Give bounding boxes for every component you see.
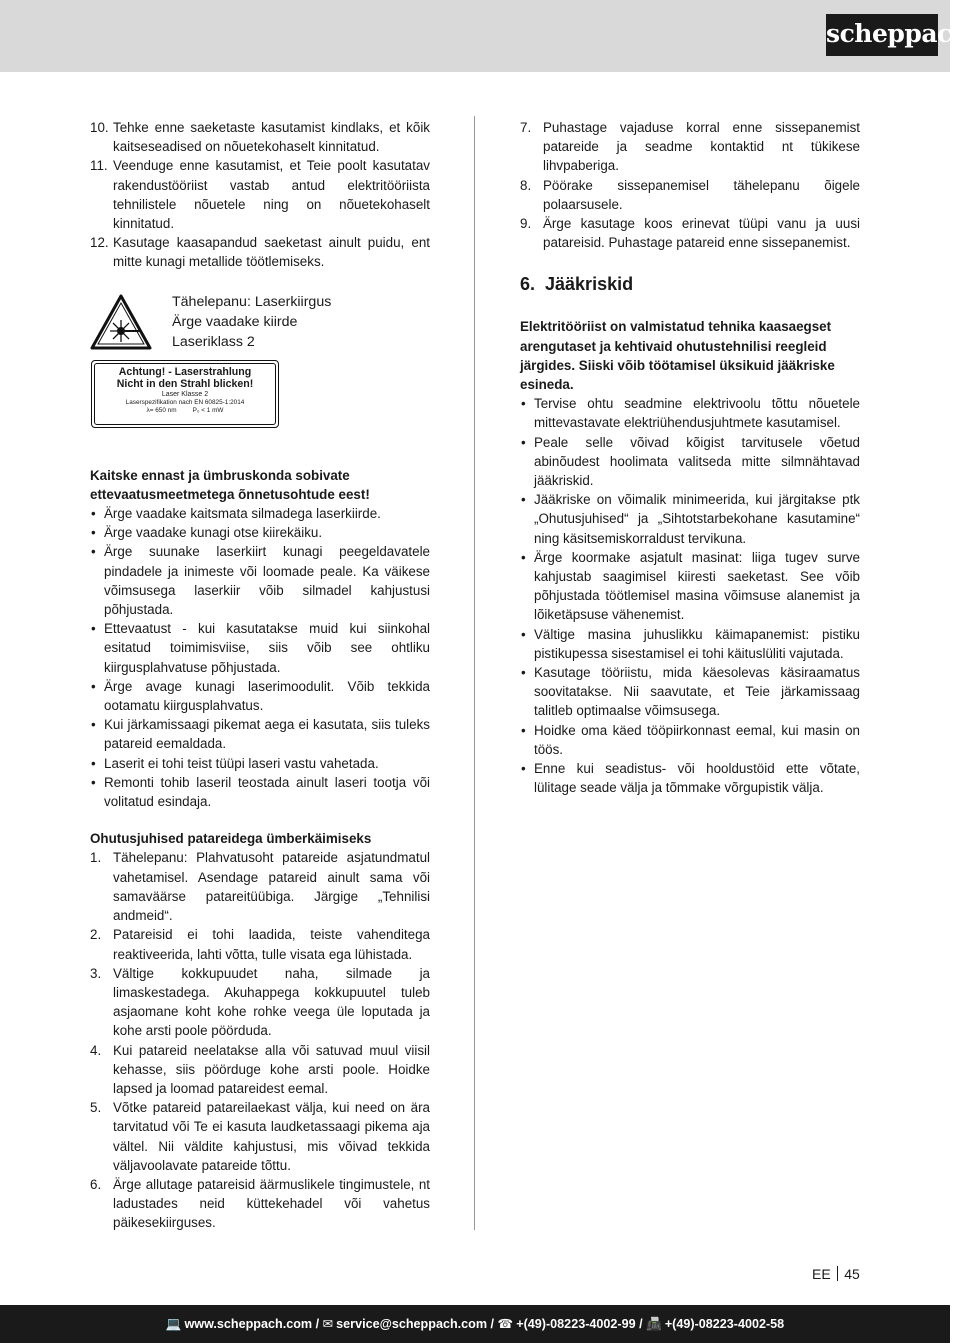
item-text: Võtke patareid patareilaekast välja, kui need on ära tarvitatud või Te ei kasuta laudketassaagi pikema aja vältel. Nii väldite kahjustusi, mis võivad tekkida väljavoolavate patareide tõttu. xyxy=(113,1100,430,1173)
numbered-list-top-left xyxy=(90,118,430,272)
bullet-item: • Peale selle võivad kõigist tarvitusele võetud abinõudest hoolimata valitseda mitte silmnähtavad jääkriskid. xyxy=(520,433,860,491)
list-item xyxy=(90,1098,430,1175)
right-column xyxy=(520,118,860,798)
label-wavelength: λ= 650 nm xyxy=(146,406,177,414)
label-line xyxy=(95,407,275,415)
page-footer xyxy=(0,1305,950,1343)
item-number: 4. xyxy=(90,1042,102,1058)
label-line: Achtung! - Laserstrahlung xyxy=(118,365,252,378)
footer-email: service@scheppach.com xyxy=(336,1317,488,1331)
item-number: 1. xyxy=(90,850,102,866)
page-lang: EE xyxy=(812,1266,831,1282)
item-text: Kui patareid neelatakse alla või satuvad muul viisil kehasse, siis pöörduge kohe arsti poole. Hoidke lapsed ja loomad patareidest eemal. xyxy=(113,1042,430,1096)
bullet-item: • Kasutage tööriistu, mida käesolevas käsiraamatus soovitatakse. Nii saavutate, et Teie järkamissaag talitleb optimaalse võimsusega. xyxy=(520,663,860,721)
label-line: Nicht in den Strahl blicken! xyxy=(116,377,254,390)
item-number: 8. xyxy=(520,177,532,193)
footer-separator: / xyxy=(487,1317,498,1331)
bullet-item: • Ärge avage kunagi laserimoodulit. Võib tekkida ootamatu kiirgusplahvatus. xyxy=(90,677,430,715)
item-text: Pöörake sissepanemisel tähelepanu õigele polaarsusele. xyxy=(543,177,860,212)
list-item xyxy=(90,1175,430,1233)
laser-note: Tähelepanu: Laserkiirgus xyxy=(172,293,332,310)
computer-icon: 💻 xyxy=(165,1317,182,1331)
footer-phone: +(49)-08223-4002-99 xyxy=(516,1317,636,1331)
laser-notes xyxy=(172,292,331,352)
item-number: 9. xyxy=(520,216,532,232)
residual-risk-bullets xyxy=(520,394,860,797)
list-item xyxy=(520,176,860,214)
list-item xyxy=(90,1041,430,1099)
item-number: 5. xyxy=(90,1100,102,1116)
list-item xyxy=(90,118,430,156)
item-text: Kasutage kaasapandud saeketast ainult puidu, ent mitte kunagi metallide töötlemiseks. xyxy=(113,235,430,270)
item-number: 6. xyxy=(90,1176,102,1192)
section-heading xyxy=(520,273,860,295)
label-line: Laser Klasse 2 xyxy=(161,390,209,398)
numbered-list-top-right xyxy=(520,118,860,252)
section-title: Jääkriskid xyxy=(545,274,634,295)
laser-note: Laseriklass 2 xyxy=(172,333,255,350)
section-number: 6. xyxy=(520,274,536,295)
page-number xyxy=(812,1265,860,1283)
list-item xyxy=(90,848,430,925)
item-number: 12. xyxy=(90,235,109,251)
item-text: Patareisid ei tohi laadida, teiste vahenditega reaktiveerida, lahti võtta, tulle visata ega lühistada. xyxy=(113,927,430,962)
footer-separator: / xyxy=(635,1317,647,1331)
page-num: 45 xyxy=(844,1266,860,1282)
bullet-item: • Vältige masina juhuslikku käimapanemist: pistiku pistikupessa sisestamisel ei tohi käituslüliti vajutada. xyxy=(520,625,860,663)
scheppach-logo: scheppach xyxy=(826,14,938,56)
item-text: Puhastage vajaduse korral enne sissepanemist patareide ja seadme kontaktid nt tükikese lihvpaberiga. xyxy=(543,120,860,174)
list-item xyxy=(90,233,430,271)
bullet-item: • Kui järkamissaagi pikemat aega ei kasutata, siis tuleks patareid eemaldada. xyxy=(90,715,430,753)
bullet-item: • Enne kui seadistus- või hooldustöid ette võtate, lülitage seade välja ja tõmmake võrgupistik välja. xyxy=(520,759,860,797)
item-text: Tehke enne saeketaste kasutamist kindlaks, et kõik kaitseseadised on nõuetekohaselt kinnitatud. xyxy=(113,120,430,155)
page-header xyxy=(0,0,969,72)
bullet-item: • Ärge vaadake kunagi otse kiirekäiku. xyxy=(90,523,430,542)
protect-bullets xyxy=(90,504,430,811)
item-text: Ärge kasutage koos erinevat tüüpi vanu ja uusi patareisid. Puhastage patareid enne sissepanemist. xyxy=(543,216,860,251)
item-text: Vältige kokkupuudet naha, silmade ja limaskestadega. Akuhappega kokkupuutel tuleb asjaomane koht kohe rohke veega üle loputada ja kohe arsti poole pöörduda. xyxy=(113,965,430,1039)
label-line: Laserspezifikation nach EN 60825-1:2014 xyxy=(125,398,245,406)
laser-warning-icon xyxy=(90,294,152,350)
battery-heading: Ohutusjuhised patareidega ümberkäimiseks xyxy=(90,831,372,847)
item-number: 10. xyxy=(90,120,109,135)
laser-warning-block xyxy=(90,292,430,470)
bullet-item: • Laserit ei tohi teist tüüpi laseri vastu vahetada. xyxy=(90,754,430,773)
section-intro: Elektritööriist on valmistatud tehnika kaasaegset arengutaset ja kehtivaid ohutustehnilisi reegleid järgides. Siiski võib töötamisel üksikuid jääkriske esineda. xyxy=(520,319,835,393)
list-item xyxy=(90,925,430,963)
phone-icon: ☎ xyxy=(497,1317,514,1331)
footer-separator: / xyxy=(312,1317,323,1331)
item-text: Ärge allutage patareisid äärmuslikele tingimustele, nt ladustades neid küttekehadel või vahetus päikesekiirguses. xyxy=(113,1176,430,1231)
bullet-item: • Hoidke oma käed tööpiirkonnast eemal, kui masin on töös. xyxy=(520,721,860,759)
list-item xyxy=(520,118,860,176)
item-text: Tähelepanu: Plahvatusoht patareide asjatundmatul vahetamisel. Asendage patareid ainult sama või samaväärse patareitüübiga. Järgige „Tehnilisi andmeid“. xyxy=(113,850,430,924)
bullet-item: • Ärge koormake asjatult masinat: liiga tugev surve kahjustab saagimisel kiiresti saeketast. See võib põhjustada töötlemisel masina võimsuse alanemist ja lõiketäpsuse vähenemist. xyxy=(520,548,860,625)
list-item xyxy=(90,964,430,1041)
left-column xyxy=(90,118,430,1233)
protect-heading: Kaitske ennast ja ümbruskonda sobivate ettevaatusmeetmetega õnnetusohtude eest! xyxy=(90,467,370,502)
footer-website: www.scheppach.com xyxy=(184,1317,313,1331)
bullet-item: • Ärge vaadake kaitsmata silmadega laserkiirde. xyxy=(90,504,430,523)
fax-icon: 📠 xyxy=(646,1317,662,1331)
column-divider xyxy=(474,116,475,1230)
laser-label-frame xyxy=(94,363,276,425)
item-number: 11. xyxy=(90,158,108,174)
battery-list xyxy=(90,848,430,1232)
item-text: Veenduge enne kasutamist, et Teie poolt kasutatav rakendustööriist vastab antud elektritööriista tehnilistele nõuetele ning on nõuetekohaselt kinnitatud. xyxy=(113,158,430,232)
laser-class-label xyxy=(91,360,279,428)
list-item xyxy=(90,156,430,233)
bullet-item: • Jääkriske on võimalik minimeerida, kui järgitakse ptk „Ohutusjuhised“ ja „Sihtotstarbekohane kasutamine“ ning käsitsemiskorraldust tervikuna. xyxy=(520,490,860,548)
item-number: 2. xyxy=(90,927,102,943)
label-power: P₀ < 1 mW xyxy=(192,406,224,414)
mail-icon: ✉ xyxy=(322,1317,334,1331)
bullet-item: • Ettevaatust - kui kasutatakse muid kui siinkohal esitatud toimimisviise, siis võib see ohtliku kiirgusplahvatuse põhjustada. xyxy=(90,619,430,677)
footer-fax: +(49)-08223-4002-58 xyxy=(664,1317,785,1331)
item-number: 3. xyxy=(90,965,102,981)
bullet-item: • Tervise ohtu seadmine elektrivoolu tõttu nõuetele mittevastavate elektriühendusjuhtmete kasutamisel. xyxy=(520,394,860,432)
laser-note: Ärge vaadake kiirde xyxy=(172,313,298,330)
list-item xyxy=(520,214,860,252)
item-number: 7. xyxy=(520,120,532,135)
bullet-item: • Ärge suunake laserkiirt kunagi peegeldavatele pindadele ja inimeste või loomade peale. Ka väikese võimsusega laserkiir võib silmadel kahjustusi põhjustada. xyxy=(90,542,430,619)
bullet-item: • Remonti tohib laseril teostada ainult laseri tootja või volitatud esindaja. xyxy=(90,773,430,811)
